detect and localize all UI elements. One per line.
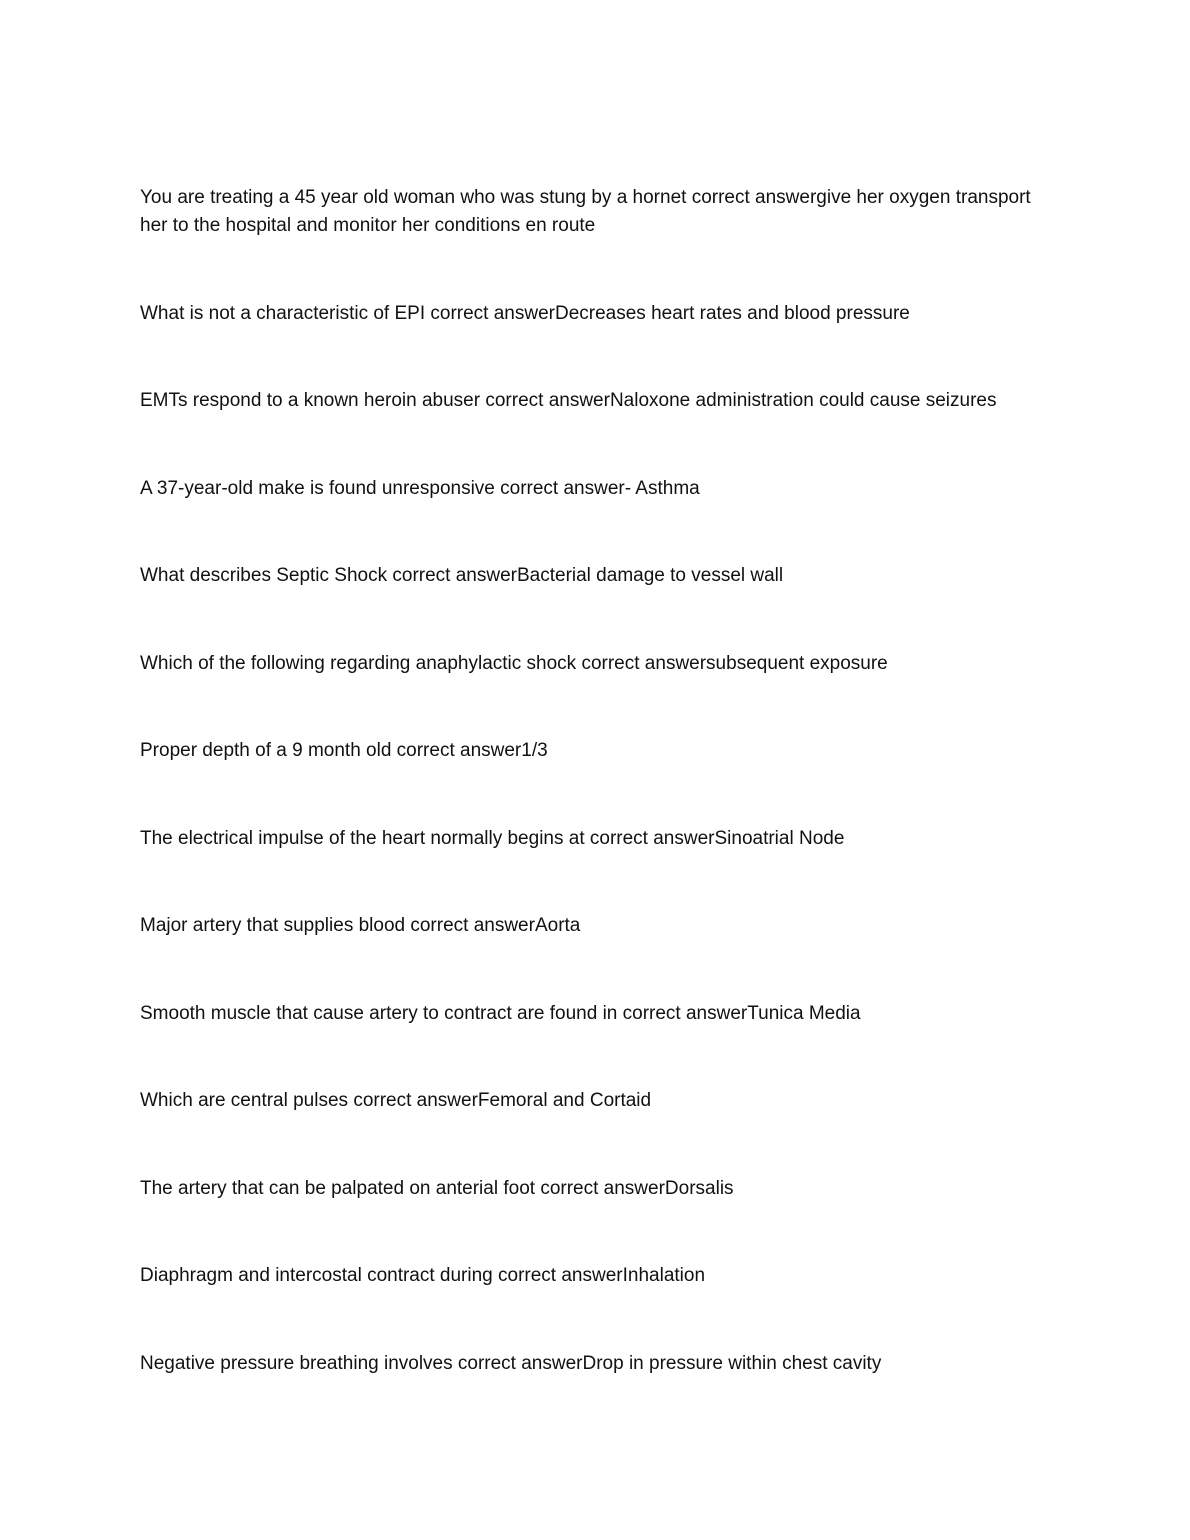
qa-item: EMTs respond to a known heroin abuser correct answerNaloxone administration could cause seizures [140, 390, 997, 411]
qa-item: The artery that can be palpated on anterial foot correct answerDorsalis [140, 1177, 734, 1199]
qa-item: You are treating a 45 year old woman who was stung by a hornet correct answergive her oxygen transport her to the hospital and monitor her conditions en route [140, 187, 1031, 236]
qa-item: A 37-year-old make is found unresponsive correct answer- Asthma [140, 477, 700, 499]
qa-item: Smooth muscle that cause artery to contract are found in correct answerTunica Media [140, 1002, 861, 1024]
qa-item: Negative pressure breathing involves correct answerDrop in pressure within chest cavity [140, 1352, 882, 1374]
qa-item: What is not a characteristic of EPI correct answerDecreases heart rates and blood pressure [140, 302, 910, 324]
qa-item: Which are central pulses correct answerFemoral and Cortaid [140, 1090, 652, 1111]
qa-item: The electrical impulse of the heart normally begins at correct answerSinoatrial Node [140, 827, 845, 849]
qa-item: Major artery that supplies blood correct answerAorta [140, 915, 581, 936]
qa-item: Proper depth of a 9 month old correct answer1/3 [140, 740, 548, 761]
qa-list [140, 184, 1050, 1378]
qa-item: Which of the following regarding anaphylactic shock correct answersubsequent exposure [140, 652, 888, 674]
qa-item: Diaphragm and intercostal contract during correct answerInhalation [140, 1265, 706, 1286]
qa-item: What describes Septic Shock correct answerBacterial damage to vessel wall [140, 565, 784, 586]
